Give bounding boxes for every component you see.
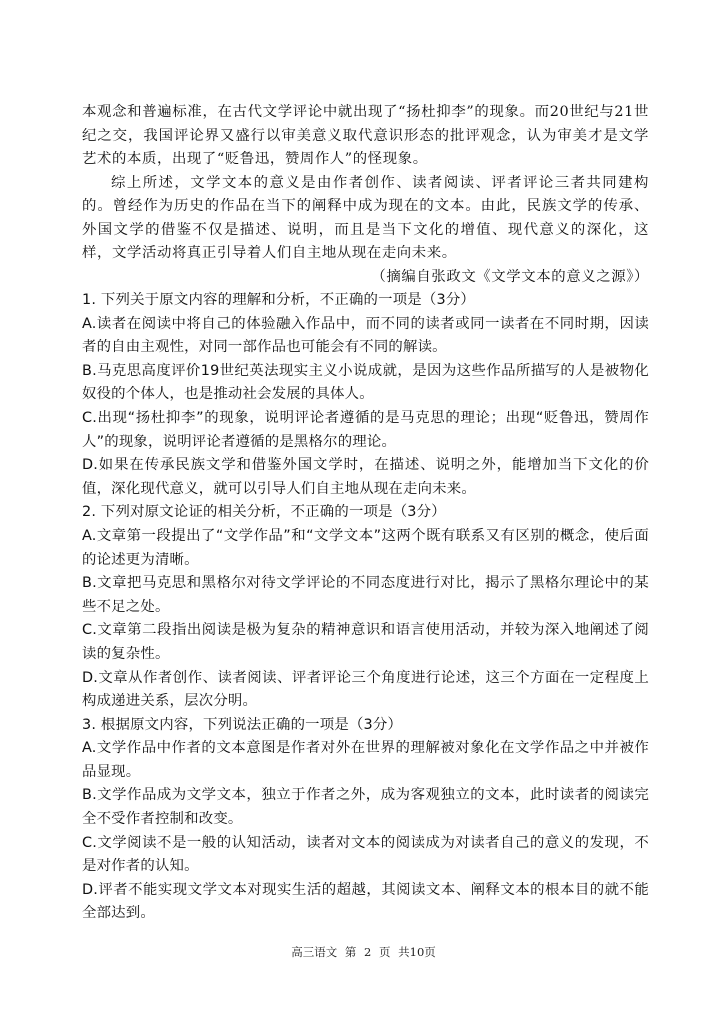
question-3-option-d: D.评者不能实现文学文本对现实生活的超越，其阅读文本、阐释文本的根本目的就不能全部达到。 [82,881,649,922]
question-2-option-b: B.文章把马克思和黑格尔对待文学评论的不同态度进行对比，揭示了黑格尔理论中的某些不足之处。 [82,575,649,615]
passage-paragraph: 综上所述，文学文本的意义是由作者创作、读者阅读、评者评论三者共同建构的。曾经作为历史的作品在当下的阐释中成为现在的文本。由此，民族文学的传承、外国文学的借鉴不仅是描述、说明，而且是当下文化的增值、现代意义的深化，这样，文学活动将真正引导着人们自主地从现在走向未来。 [82,174,649,261]
question-3-option-c: C.文学阅读不是一般的认知活动，读者对文本的阅读成为对读者自己的意义的发现，不是对作者的认知。 [82,834,649,875]
question-2-option-a: A.文章第一段提出了“文学作品”和“文学文本”这两个既有联系又有区别的概念，使后面的论述更为清晰。 [82,527,649,568]
question-1-option-d: D.如果在传承民族文学和借鉴外国文学时，在描述、说明之外，能增加当下文化的价值，深化现代意义，就可以引导人们自主地从现在走向未来。 [82,457,649,497]
question-3-stem: 3. 根据原文内容，下列说法正确的一项是（3分） [82,716,403,733]
passage-paragraph: 本观念和普遍标准，在古代文学评论中就出现了“扬杜抑李”的现象。而20世纪与21世纪之交，我国评论界又盛行以审美意义取代意识形态的批评观念，认为审美才是文学艺术的本质，出现了“贬鲁迅，赞周作人”的怪现象。 [82,104,649,167]
question-3-option-a: A.文学作品中作者的文本意图是作者对外在世界的理解被对象化在文学作品之中并被作品显现。 [82,740,649,780]
page-footer: 高三语文 第 2 页 共10页 [291,945,436,959]
question-1-option-c: C.出现“扬杜抑李”的现象，说明评论者遵循的是马克思的理论；出现“贬鲁迅，赞周作人”的现象，说明评论者遵循的是黑格尔的理论。 [82,409,649,450]
question-1-stem: 1. 下列关于原文内容的理解和分析，不正确的一项是（3分） [82,292,476,308]
passage-source: （摘编自张政文《文学文本的意义之源》） [371,268,649,285]
question-2-stem: 2. 下列对原文论证的相关分析，不正确的一项是（3分） [82,504,446,521]
question-2-option-d: D.文章从作者创作、读者阅读、评者评论三个角度进行论述，这三个方面在一定程度上构成递进关系，层次分明。 [82,669,649,710]
question-3-option-b: B.文学作品成为文学文本，独立于作者之外，成为客观独立的文本，此时读者的阅读完全不受作者控制和改变。 [82,787,649,828]
exam-page [82,101,649,926]
question-1-option-b: B.马克思高度评价19世纪英法现实主义小说成就，是因为这些作品所描写的人是被物化奴役的个体人，也是推动社会发展的具体人。 [82,362,649,403]
question-2-option-c: C.文章第二段指出阅读是极为复杂的精神意识和语言使用活动，并较为深入地阐述了阅读的复杂性。 [82,622,649,662]
question-1-option-a: A.读者在阅读中将自己的体验融入作品中，而不同的读者或同一读者在不同时期，因读者的自由主观性，对同一部作品也可能会有不同的解读。 [82,315,649,356]
